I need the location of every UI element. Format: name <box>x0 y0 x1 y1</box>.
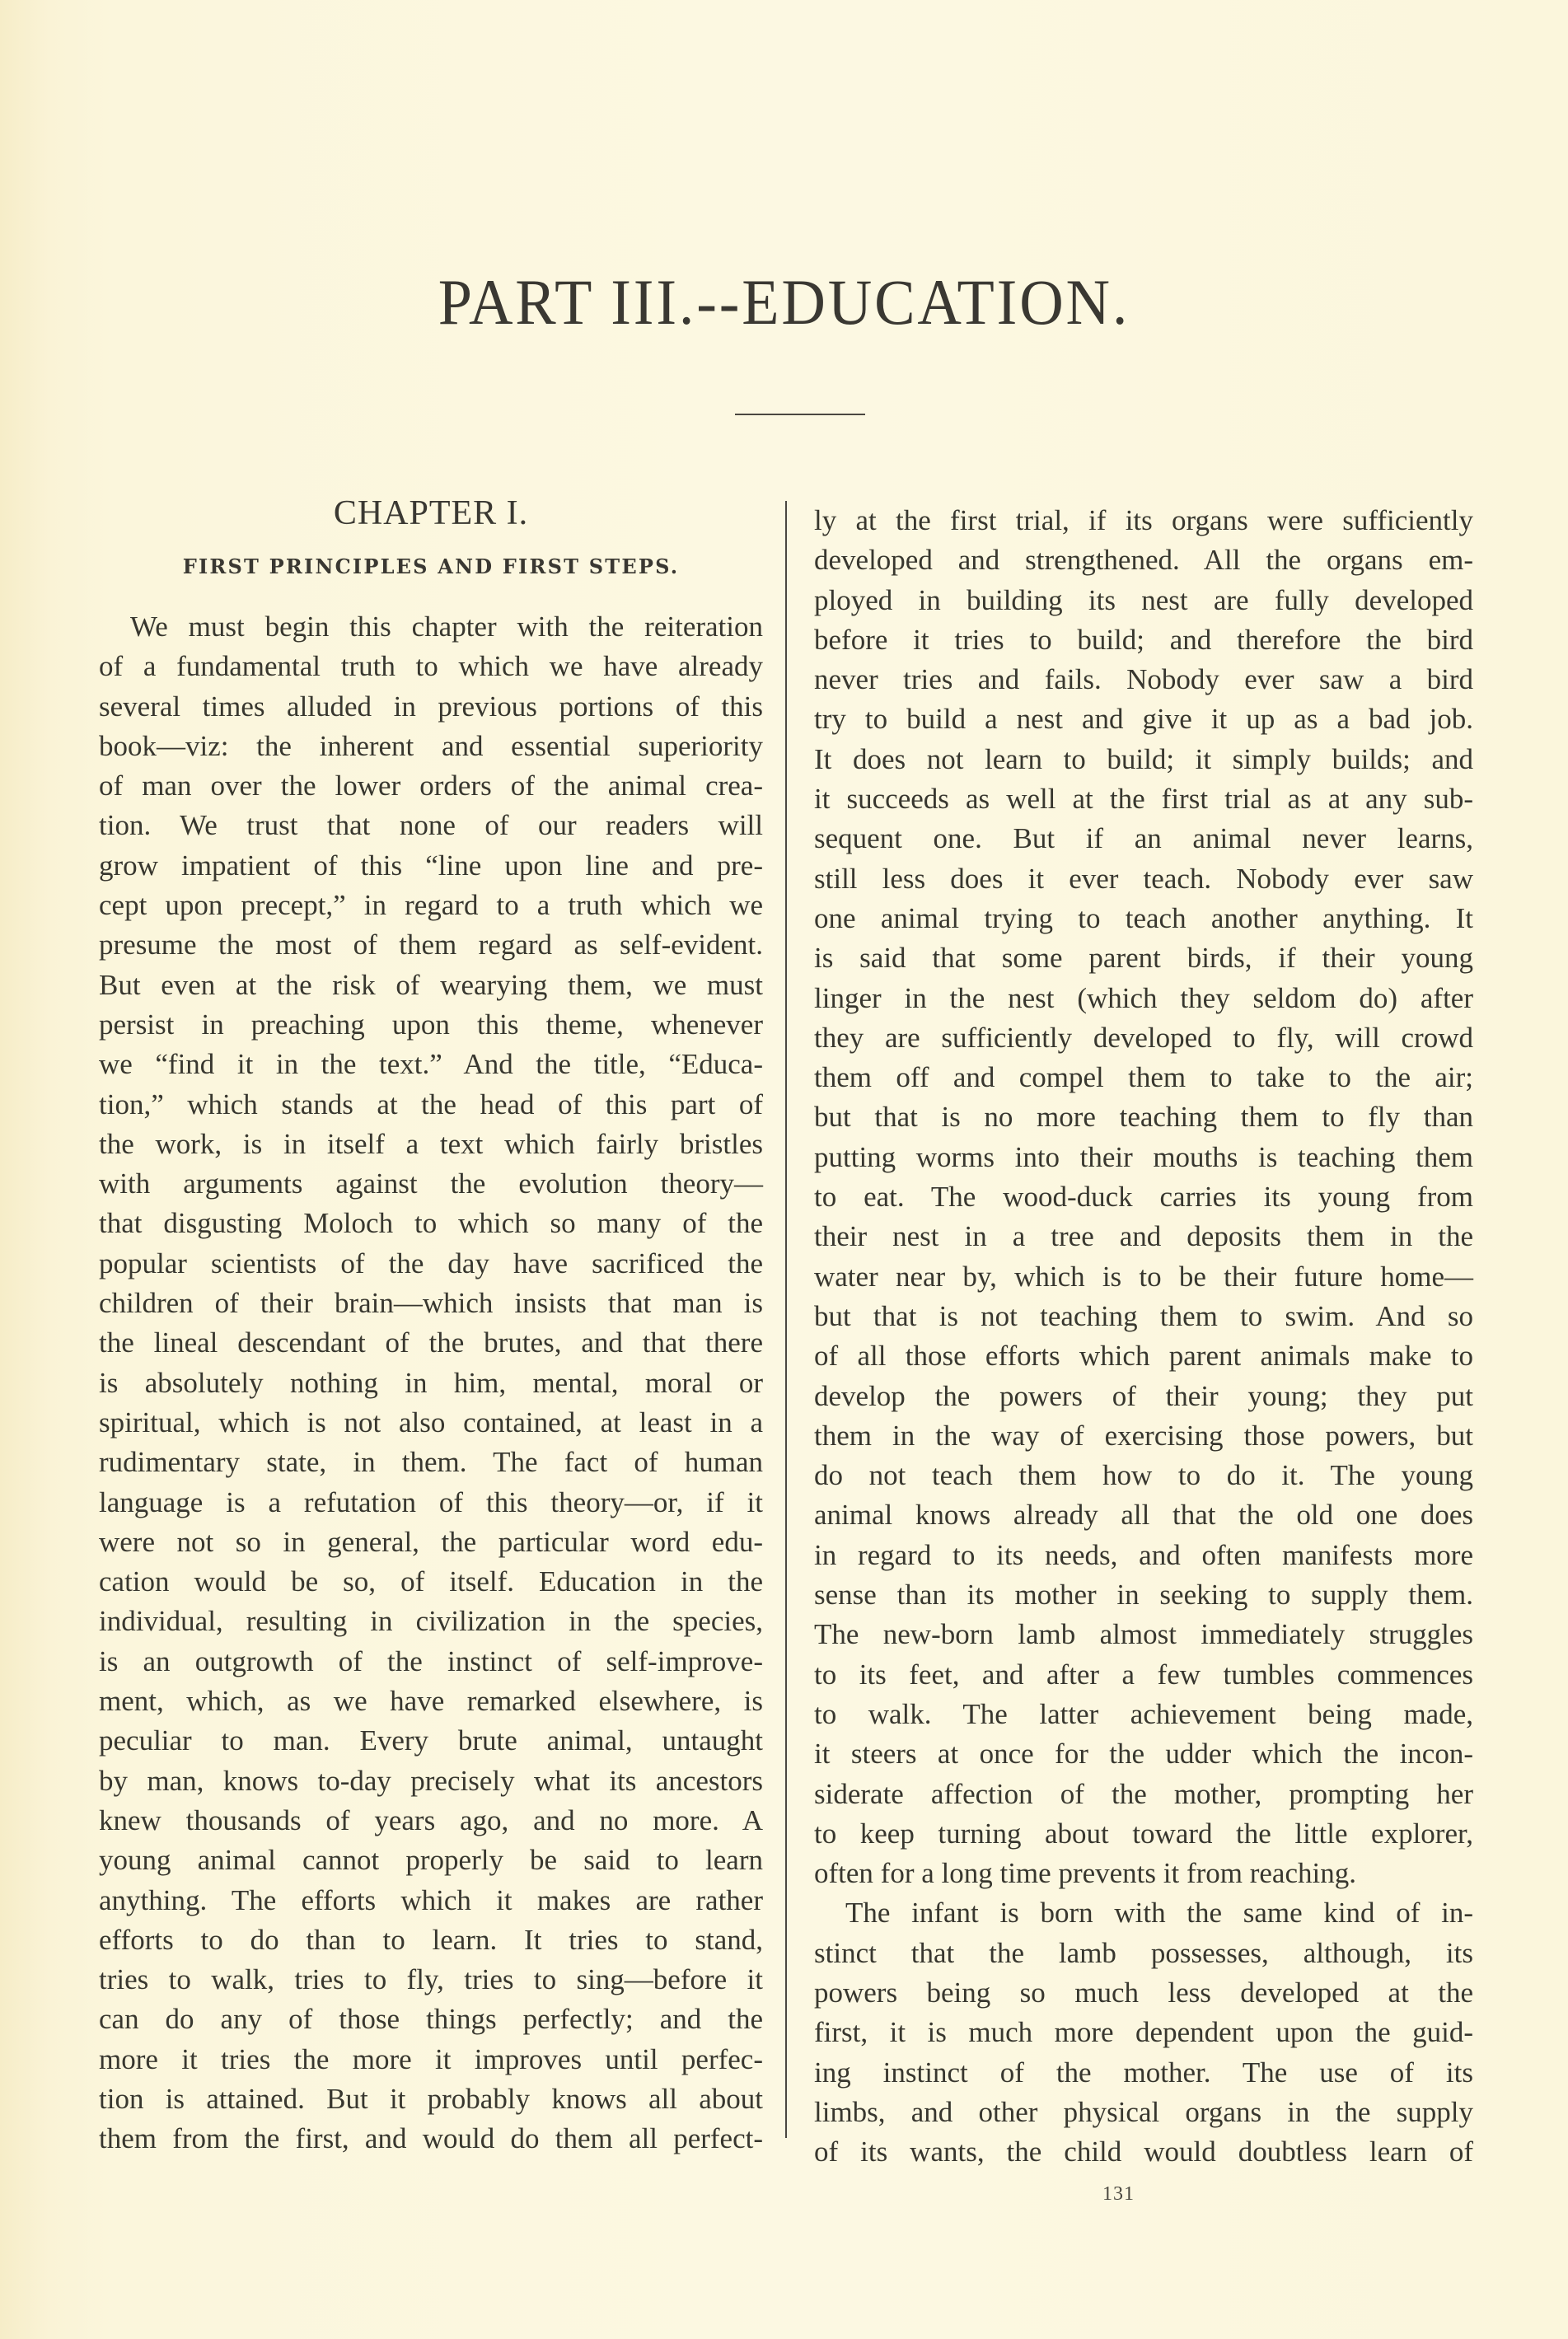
text-line: powers being so much less developed at the <box>814 1976 1473 2009</box>
text-line: them off and compel them to take to the air; <box>814 1061 1473 1094</box>
text-line: language is a refutation of this theory—or, if it <box>99 1485 763 1518</box>
text-line: the lineal descendant of the brutes, and that there <box>99 1326 763 1359</box>
text-line: the work, is in itself a text which fairly bristles <box>99 1127 763 1160</box>
text-line: persist in preaching upon this theme, whenever <box>99 1008 763 1041</box>
text-line: that disgusting Moloch to which so many of the <box>99 1207 763 1240</box>
column-divider <box>785 501 787 2138</box>
text-line: to its feet, and after a few tumbles commences <box>814 1658 1473 1691</box>
text-line: putting worms into their mouths is teaching them <box>814 1140 1473 1173</box>
text-line: We must begin this chapter with the reiteration <box>130 610 763 643</box>
text-line: it steers at once for the udder which the incon- <box>814 1738 1473 1771</box>
text-line: can do any of those things perfectly; and the <box>99 2003 763 2036</box>
text-line: of all those efforts which parent animals make to <box>814 1340 1473 1373</box>
text-line: their nest in a tree and deposits them in the <box>814 1220 1473 1253</box>
text-line: individual, resulting in civilization in the species, <box>99 1605 763 1638</box>
text-line: popular scientists of the day have sacrificed the <box>99 1247 763 1279</box>
text-line: them in the way of exercising those powers, but <box>814 1419 1473 1452</box>
text-line: of a fundamental truth to which we have already <box>99 650 763 683</box>
text-line: efforts to do than to learn. It tries to stand, <box>99 1923 763 1956</box>
text-line: ly at the first trial, if its organs were sufficiently <box>814 504 1473 536</box>
text-line: them from the first, and would do them all perfect- <box>99 2122 763 2155</box>
text-line: sequent one. But if an animal never learns, <box>814 822 1473 855</box>
text-line: young animal cannot properly be said to learn <box>99 1844 763 1877</box>
text-line: by man, knows to-day precisely what its ancestors <box>99 1764 763 1797</box>
text-line: children of their brain—which insists that man is <box>99 1287 763 1320</box>
text-line: ing instinct of the mother. The use of its <box>814 2056 1473 2089</box>
text-line: it succeeds as well at the first trial as at any sub- <box>814 783 1473 816</box>
right-column-text <box>814 501 1473 2172</box>
text-line: It does not learn to build; it simply builds; and <box>814 742 1473 775</box>
text-line: never tries and fails. Nobody ever saw a bird <box>814 663 1473 696</box>
text-line: cept upon precept,” in regard to a truth which we <box>99 889 763 922</box>
text-line: cation would be so, of itself. Education in the <box>99 1565 763 1598</box>
text-line: presume the most of them regard as self-evident. <box>99 929 763 961</box>
text-line: peculiar to man. Every brute animal, untaught <box>99 1724 763 1757</box>
text-line: first, it is much more dependent upon the guid- <box>814 2016 1473 2049</box>
text-line: were not so in general, the particular word edu- <box>99 1525 763 1558</box>
text-line: siderate affection of the mother, prompting her <box>814 1777 1473 1810</box>
text-line: is absolutely nothing in him, mental, moral or <box>99 1366 763 1399</box>
text-line: But even at the risk of wearying them, we must <box>99 968 763 1001</box>
text-line: tion,” which stands at the head of this part of <box>99 1088 763 1120</box>
text-line: in regard to its needs, and often manifests more <box>814 1538 1473 1571</box>
text-line: tries to walk, tries to fly, tries to sing—before it <box>99 1963 763 1996</box>
text-line: often for a long time prevents it from reaching. <box>814 1857 1356 1890</box>
text-line: spiritual, which is not also contained, at least in a <box>99 1406 763 1438</box>
text-line: grow impatient of this “line upon line and pre- <box>99 849 763 882</box>
title-rule <box>735 414 865 415</box>
text-line: more it tries the more it improves until perfec- <box>99 2042 763 2075</box>
text-line: of its wants, the child would doubtless learn of <box>814 2136 1473 2168</box>
text-line: ment, which, as we have remarked elsewhere, is <box>99 1685 763 1718</box>
chapter-heading: CHAPTER I. <box>333 494 529 532</box>
text-line: sense than its mother in seeking to supply them. <box>814 1579 1473 1612</box>
text-line: to eat. The wood-duck carries its young from <box>814 1181 1473 1214</box>
text-line: with arguments against the evolution theory— <box>99 1167 763 1200</box>
text-line: to keep turning about toward the little explorer, <box>814 1817 1473 1850</box>
text-line: but that is no more teaching them to fly than <box>814 1101 1473 1134</box>
text-line: The infant is born with the same kind of in- <box>845 1897 1473 1930</box>
text-line: is an outgrowth of the instinct of self-improve- <box>99 1644 763 1677</box>
text-line: to walk. The latter achievement being made, <box>814 1697 1473 1730</box>
text-line: but that is not teaching them to swim. And so <box>814 1299 1473 1332</box>
text-line: animal knows already all that the old one does <box>814 1499 1473 1532</box>
text-line: ployed in building its nest are fully developed <box>814 583 1473 616</box>
text-line: do not teach them how to do it. The young <box>814 1459 1473 1492</box>
text-line: anything. The efforts which it makes are rather <box>99 1883 763 1916</box>
chapter-subtitle: FIRST PRINCIPLES AND FIRST STEPS. <box>182 554 680 578</box>
text-line: limbs, and other physical organs in the supply <box>814 2095 1473 2128</box>
page-number: 131 <box>1102 2183 1135 2205</box>
text-line: before it tries to build; and therefore the bird <box>814 623 1473 656</box>
text-line: The new-born lamb almost immediately struggles <box>814 1618 1473 1651</box>
text-line: book—viz: the inherent and essential superiority <box>99 729 763 762</box>
text-line: we “find it in the text.” And the title, “Educa- <box>99 1048 763 1081</box>
text-line: of man over the lower orders of the animal crea- <box>99 770 763 802</box>
text-line: develop the powers of their young; they put <box>814 1379 1473 1412</box>
text-line: several times alluded in previous portions of this <box>99 690 763 723</box>
text-line: linger in the nest (which they seldom do) after <box>814 981 1473 1014</box>
text-line: is said that some parent birds, if their young <box>814 942 1473 975</box>
text-line: knew thousands of years ago, and no more. A <box>99 1803 763 1836</box>
text-line: they are sufficiently developed to fly, will crowd <box>814 1021 1473 1054</box>
text-line: still less does it ever teach. Nobody ever saw <box>814 862 1473 895</box>
text-line: stinct that the lamb possesses, although, its <box>814 1936 1473 1969</box>
left-column-text <box>99 607 763 2159</box>
text-line: tion. We trust that none of our readers will <box>99 809 763 842</box>
part-title: PART III.--EDUCATION. <box>438 266 1130 338</box>
text-line: water near by, which is to be their future home— <box>814 1260 1473 1293</box>
text-line: tion is attained. But it probably knows all about <box>99 2082 763 2115</box>
text-line: developed and strengthened. All the organs em- <box>814 544 1473 577</box>
text-line: one animal trying to teach another anything. It <box>814 901 1473 934</box>
text-line: try to build a nest and give it up as a bad job. <box>814 703 1473 736</box>
text-line: rudimentary state, in them. The fact of human <box>99 1446 763 1479</box>
